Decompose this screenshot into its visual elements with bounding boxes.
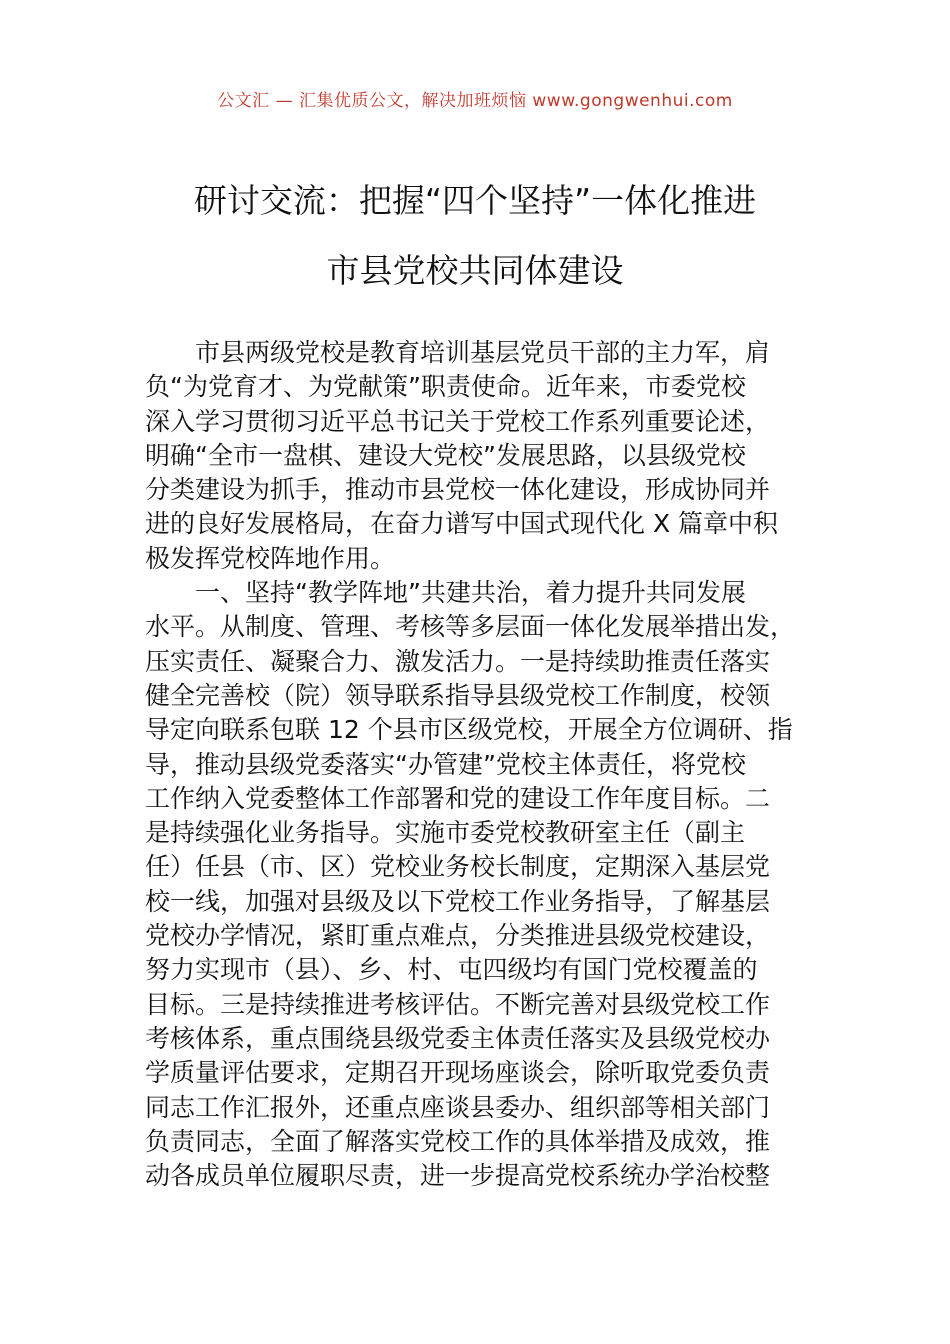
body-line: 分类建设为抓手，推动市县党校一体化建设，形成协同并 (145, 475, 771, 505)
document-title-line-1: 研讨交流：把握“四个坚持”一体化推进 (193, 181, 757, 220)
body-line: 一、坚持“教学阵地”共建共治，着力提升共同发展 (195, 578, 746, 608)
site-header[interactable]: 公文汇 — 汇集优质公文，解决加班烦恼 www.gongwenhui.com (217, 91, 733, 111)
body-line: 是持续强化业务指导。实施市委党校教研室主任（副主 (145, 818, 746, 848)
body-line: 市县两级党校是教育培训基层党员干部的主力军，肩 (195, 338, 771, 367)
body-line: 校一线，加强对县级及以下党校工作业务指导，了解基层 (145, 886, 771, 916)
body-line: 动各成员单位履职尽责，进一步提高党校系统办学治校整 (145, 1161, 771, 1191)
body-line: 考核体系，重点围绕县级党委主体责任落实及县级党校办 (145, 1023, 771, 1053)
document-body (145, 336, 810, 1193)
body-line: 学质量评估要求，定期召开现场座谈会，除听取党委负责 (145, 1058, 771, 1088)
body-line: 目标。三是持续推进考核评估。不断完善对县级党校工作 (145, 989, 771, 1019)
body-line: 工作纳入党委整体工作部署和党的建设工作年度目标。二 (145, 783, 771, 813)
body-line: 导定向联系包联 12 个县市区级党校，开展全方位调研、指 (145, 715, 793, 745)
document-title-line-2: 市县党校共同体建设 (326, 251, 624, 290)
body-line: 努力实现市（县）、乡、村、屯四级均有国门党校覆盖的 (145, 955, 758, 985)
body-line: 导，推动县级党委落实“办管建”党校主体责任，将党校 (145, 749, 746, 779)
body-line: 明确“全市一盘棋、建设大党校”发展思路，以县级党校 (145, 440, 746, 470)
body-line: 极发挥党校阵地作用。 (145, 543, 396, 573)
body-line: 进的良好发展格局，在奋力谱写中国式现代化 X 篇章中积 (145, 509, 779, 539)
body-line: 水平。从制度、管理、考核等多层面一体化发展举措出发， (145, 612, 796, 642)
body-line: 负“为党育才、为党献策”职责使命。近年来，市委党校 (145, 372, 746, 402)
body-line: 同志工作汇报外，还重点座谈县委办、组织部等相关部门 (145, 1092, 771, 1122)
body-line: 深入学习贯彻习近平总书记关于党校工作系列重要论述， (145, 406, 771, 436)
body-line: 任）任县（市、区）党校业务校长制度，定期深入基层党 (145, 852, 771, 882)
body-line: 健全完善校（院）领导联系指导县级党校工作制度，校领 (145, 680, 771, 710)
body-line: 压实责任、凝聚合力、激发活力。一是持续助推责任落实 (145, 646, 771, 676)
body-line: 负责同志，全面了解落实党校工作的具体举措及成效，推 (145, 1126, 771, 1156)
body-line: 党校办学情况，紧盯重点难点，分类推进县级党校建设， (145, 921, 771, 951)
